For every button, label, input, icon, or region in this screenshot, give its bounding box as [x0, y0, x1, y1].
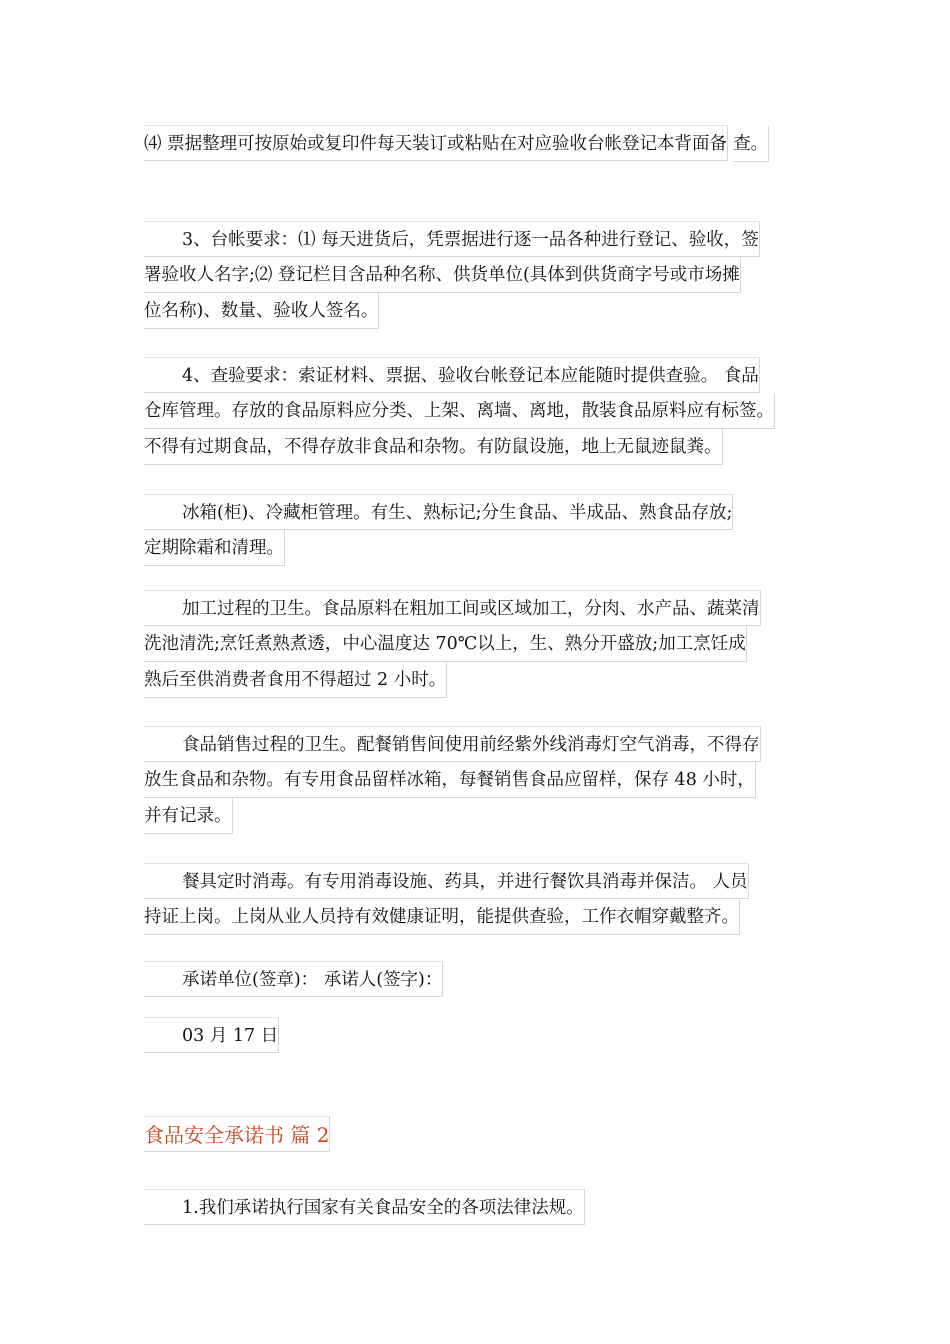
paragraph-tableware-disinfection	[144, 863, 808, 935]
text-line: 3、台帐要求：⑴ 每天进货后，凭票据进行逐一品各种进行登记、验收，签	[144, 221, 760, 257]
text-line: 持证上岗。上岗从业人员持有效健康证明，能提供查验，工作衣帽穿戴整齐。	[144, 899, 740, 935]
text-line: 1.我们承诺执行国家有关食品安全的各项法律法规。	[144, 1189, 585, 1225]
text-line: 冰箱(柜)、冷藏柜管理。有生、熟标记;分生食品、半成品、熟食品存放;	[144, 494, 733, 530]
paragraph-sales-hygiene	[144, 726, 808, 834]
text-line: 查。	[733, 126, 769, 162]
text-line: 加工过程的卫生。食品原料在粗加工间或区域加工，分肉、水产品、蔬菜清	[144, 590, 761, 626]
signature-label: 承诺单位(签章)： 承诺人(签字)：	[144, 961, 443, 997]
text-line: 餐具定时消毒。有专用消毒设施、药具，并进行餐饮具消毒并保洁。 人员	[144, 863, 749, 899]
paragraph-commitment-1	[144, 1189, 808, 1225]
section-heading	[144, 1116, 808, 1152]
date-line	[144, 1017, 808, 1053]
paragraph-receipt-filing	[144, 125, 808, 162]
paragraph-ledger-requirements	[144, 221, 808, 329]
text-line: 4、查验要求：索证材料、票据、验收台帐登记本应能随时提供查验。 食品	[144, 357, 760, 393]
heading-text: 食品安全承诺书 篇 2	[144, 1116, 330, 1152]
text-line: 署验收人名字;⑵ 登记栏目含品种名称、供货单位(具体到供货商字号或市场摊	[144, 257, 741, 293]
signature-line	[144, 961, 808, 997]
text-line: 位名称)、数量、验收人签名。	[144, 293, 379, 329]
text-line: 不得有过期食品，不得存放非食品和杂物。有防鼠设施，地上无鼠迹鼠粪。	[144, 429, 723, 465]
text-line: ⑷ 票据整理可按原始或复印件每天装订或粘贴在对应验收台帐登记本背面备	[144, 125, 728, 161]
text-line: 洗池清洗;烹饪煮熟煮透，中心温度达 70℃以上，生、熟分开盛放;加工烹饪成	[144, 626, 747, 662]
paragraph-processing-hygiene	[144, 590, 808, 698]
text-line: 并有记录。	[144, 798, 233, 834]
paragraph-inspection-storage	[144, 357, 808, 465]
text-line: 熟后至供消费者食用不得超过 2 小时。	[144, 662, 447, 698]
paragraph-refrigerator-management	[144, 494, 808, 566]
text-line: 仓库管理。存放的食品原料应分类、上架、离墙、离地，散装食品原料应有标签。	[144, 393, 775, 429]
text-line: 定期除霜和清理。	[144, 530, 285, 566]
text-line: 食品销售过程的卫生。配餐销售间使用前经紫外线消毒灯空气消毒，不得存	[144, 726, 761, 762]
date-text: 03 月 17 日	[144, 1017, 279, 1053]
text-line: 放生食品和杂物。有专用食品留样冰箱，每餐销售食品应留样，保存 48 小时，	[144, 762, 756, 798]
